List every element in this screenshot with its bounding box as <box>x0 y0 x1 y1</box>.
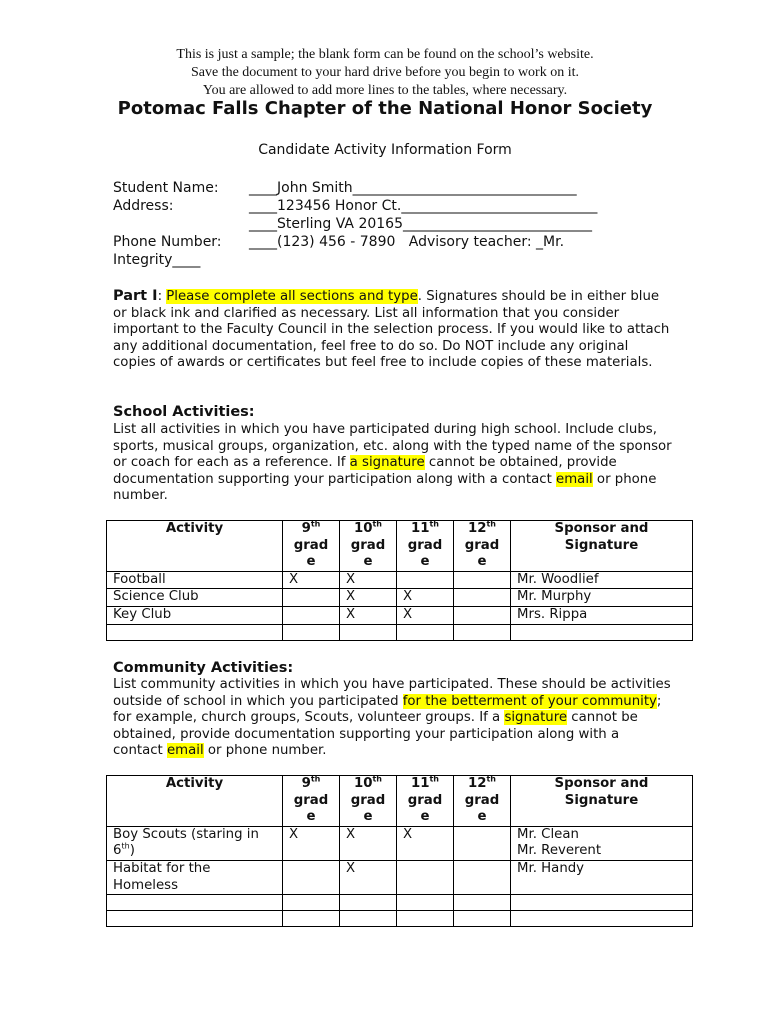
highlight: signature <box>504 710 568 726</box>
grade-cell: X <box>397 606 454 624</box>
grade-cell <box>454 571 511 589</box>
phone-value: ____(123) 456 - 7890 Advisory teacher: _Mr. <box>249 234 565 250</box>
grade-cell <box>454 860 511 894</box>
student-name-label: Student Name: <box>113 180 219 196</box>
sponsor-cell: Mr. Clean Mr. Reverent <box>511 826 693 860</box>
community-activities-heading: Community Activities: <box>113 660 294 676</box>
highlight: a signature <box>349 455 425 471</box>
grade-11-header: 11th grad e <box>397 521 454 572</box>
table-row <box>107 606 693 624</box>
school-activities-table <box>106 520 693 641</box>
grade-cell <box>454 589 511 607</box>
table-row <box>107 911 693 927</box>
document-title: Potomac Falls Chapter of the National Honor Society <box>117 98 653 119</box>
grade-cell <box>397 860 454 894</box>
phone-row <box>113 233 564 251</box>
table-row <box>107 826 693 860</box>
grade-cell: X <box>340 589 397 607</box>
instruction-notes <box>0 46 770 100</box>
grade-cell <box>454 826 511 860</box>
address-line1: ____123456 Honor Ct.____________________________ <box>249 198 598 214</box>
activity-cell: Football <box>107 571 283 589</box>
table-row <box>107 860 693 894</box>
activity-cell: Science Club <box>107 589 283 607</box>
grade-10-header: 10th grad e <box>340 776 397 827</box>
grade-cell: X <box>340 606 397 624</box>
note-line: You are allowed to add more lines to the tables, where necessary. <box>202 83 568 98</box>
grade-10-header: 10th grad e <box>340 521 397 572</box>
grade-cell <box>283 606 340 624</box>
community-activities-table <box>106 775 693 927</box>
integrity-line: Integrity____ <box>113 252 201 268</box>
school-activities-heading: School Activities: <box>113 404 255 420</box>
table-row <box>107 624 693 640</box>
grade-cell: X <box>340 860 397 894</box>
grade-cell <box>454 606 511 624</box>
sponsor-cell: Mr. Handy <box>511 860 693 894</box>
sponsor-header: Sponsor and Signature <box>511 521 693 572</box>
student-name-row <box>113 179 577 197</box>
school-activities-paragraph: List all activities in which you have participated during high school. Include clubs, sports, musical groups, organization, etc. along with the typed name of the sponsor or coach for each as a reference. If a signature cannot be obtained, provide documentation supporting your participation along with a contact email or phone number. <box>113 422 672 504</box>
activity-header: Activity <box>107 776 283 827</box>
address-label: Address: <box>113 198 174 214</box>
sponsor-cell: Mr. Woodlief <box>511 571 693 589</box>
grade-9-header: 9th grad e <box>283 521 340 572</box>
activity-cell: Key Club <box>107 606 283 624</box>
address-row <box>113 197 597 215</box>
grade-cell <box>283 589 340 607</box>
address-line2: ____Sterling VA 20165___________________________ <box>249 216 592 232</box>
form-subtitle: Candidate Activity Information Form <box>258 142 512 158</box>
part1-paragraph: Part I: Please complete all sections and type. Signatures should be in either blue or black ink and clarified as necessary. List all information that you consider important to the Faculty Council in the selection process. If you would like to attach any additional documentation, feel free to do so. Do NOT include any original copies of awards or certificates but feel free to include copies of these materials. <box>113 288 670 371</box>
part1-label: Part I <box>113 288 158 304</box>
highlight: Please complete all sections and type <box>166 289 418 304</box>
community-activities-paragraph: List community activities in which you have participated. These should be activities outside of school in which you participated for the betterment of your community; for example, church groups, Scouts, volunteer groups. If a signature cannot be obtained, provide documentation supporting your participation along with a contact email or phone number. <box>113 677 671 759</box>
highlight: for the betterment of your community <box>402 693 657 709</box>
table-row <box>107 589 693 607</box>
grade-cell: X <box>340 826 397 860</box>
grade-cell: X <box>397 589 454 607</box>
table-header-row <box>107 776 693 827</box>
grade-cell <box>283 860 340 894</box>
grade-cell <box>397 571 454 589</box>
table-row <box>107 571 693 589</box>
table-row <box>107 895 693 911</box>
address-row-2 <box>113 215 592 233</box>
grade-9-header: 9th grad e <box>283 776 340 827</box>
grade-cell: X <box>283 826 340 860</box>
activity-header: Activity <box>107 521 283 572</box>
sponsor-cell: Mrs. Rippa <box>511 606 693 624</box>
phone-label: Phone Number: <box>113 234 222 250</box>
note-line: This is just a sample; the blank form can be found on the school’s website. <box>176 47 594 62</box>
sponsor-header: Sponsor and Signature <box>511 776 693 827</box>
grade-cell: X <box>340 571 397 589</box>
sponsor-cell: Mr. Murphy <box>511 589 693 607</box>
highlight: email <box>556 471 593 487</box>
student-name-value: ____John Smith________________________________ <box>249 180 577 196</box>
note-line: Save the document to your hard drive before you begin to work on it. <box>190 65 579 80</box>
activity-cell: Habitat for the Homeless <box>107 860 283 894</box>
grade-cell: X <box>397 826 454 860</box>
grade-12-header: 12th grad e <box>454 776 511 827</box>
grade-11-header: 11th grad e <box>397 776 454 827</box>
activity-cell: Boy Scouts (staring in 6th) <box>107 826 283 860</box>
grade-12-header: 12th grad e <box>454 521 511 572</box>
table-header-row <box>107 521 693 572</box>
grade-cell: X <box>283 571 340 589</box>
highlight: email <box>167 743 204 759</box>
